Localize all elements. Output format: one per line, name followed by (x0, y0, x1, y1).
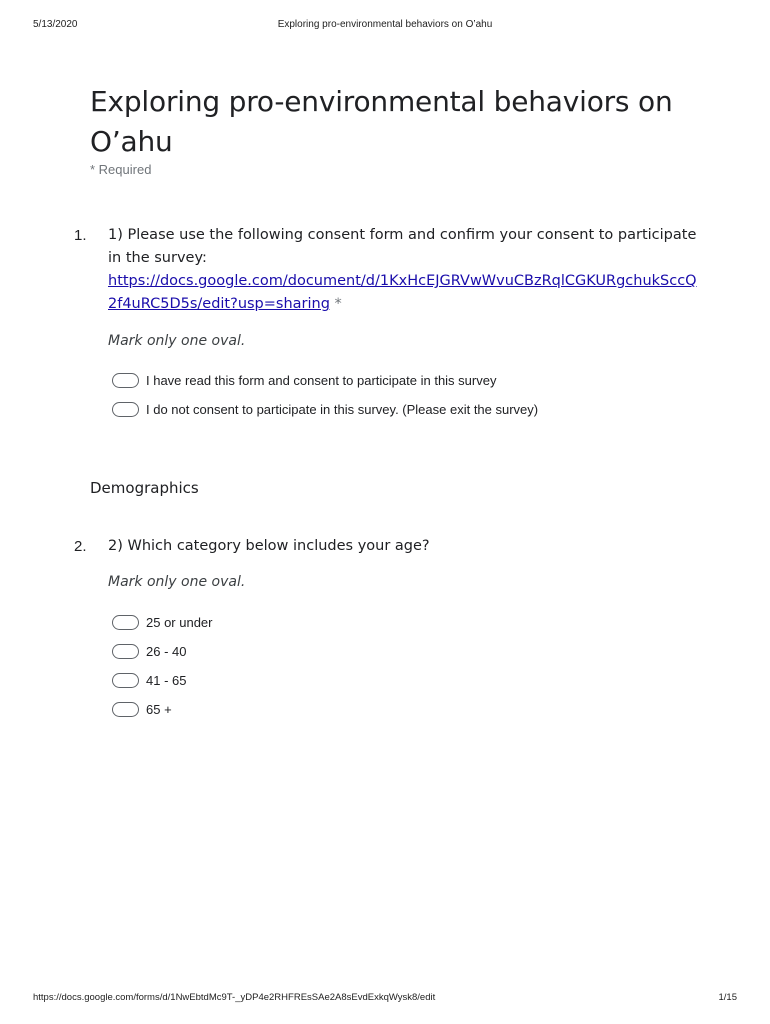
radio-oval[interactable] (112, 702, 139, 717)
question-2-option-65-plus[interactable] (112, 700, 172, 718)
option-label: 25 or under (146, 614, 213, 630)
question-2-number: 2. (74, 538, 87, 555)
option-label: 26 - 40 (146, 643, 187, 659)
print-page-number: 1/15 (718, 992, 737, 1003)
question-2-text: 2) Which category below includes your age? (108, 538, 430, 554)
required-asterisk: * (334, 296, 342, 312)
radio-oval[interactable] (112, 615, 139, 630)
question-1-number: 1. (74, 227, 87, 244)
question-1-instruction: Mark only one oval. (108, 333, 246, 349)
question-2-option-25-or-under[interactable] (112, 613, 213, 631)
question-2-instruction: Mark only one oval. (108, 574, 246, 590)
question-2-option-26-40[interactable] (112, 642, 186, 660)
question-1-text: 1) Please use the following consent form and confirm your consent to participate in the survey: (108, 227, 697, 266)
question-1-text-block (108, 224, 698, 316)
option-label: 65 + (146, 701, 172, 717)
print-footer-url: https://docs.google.com/forms/d/1NwEbtdMc9T-_yDP4e2RHFREsSAe2A8sEvdExkqWysk8/edit (33, 992, 436, 1003)
radio-oval[interactable] (112, 373, 139, 388)
required-note: * Required (90, 162, 152, 177)
print-header (0, 19, 770, 33)
radio-oval[interactable] (112, 644, 139, 659)
question-1-option-consent[interactable] (112, 371, 496, 389)
radio-oval[interactable] (112, 673, 139, 688)
option-label: I do not consent to participate in this survey. (Please exit the survey) (146, 401, 539, 417)
question-1-option-no-consent[interactable] (112, 400, 538, 418)
radio-oval[interactable] (112, 402, 139, 417)
form-title: Exploring pro-environmental behaviors on O’ahu (90, 85, 673, 158)
print-date: 5/13/2020 (33, 19, 78, 30)
print-page-title: Exploring pro-environmental behaviors on O’ahu (277, 19, 493, 30)
option-label: I have read this form and consent to participate in this survey (146, 372, 497, 388)
question-2-option-41-65[interactable] (112, 671, 186, 689)
option-label: 41 - 65 (146, 672, 187, 688)
consent-form-link[interactable]: https://docs.google.com/document/d/1KxHcEJGRVwWvuCBzRqlCGKURgchukSccQ2f4uRC5D5s/edit?usp=sharing (108, 273, 697, 312)
section-title-demographics: Demographics (90, 479, 199, 497)
